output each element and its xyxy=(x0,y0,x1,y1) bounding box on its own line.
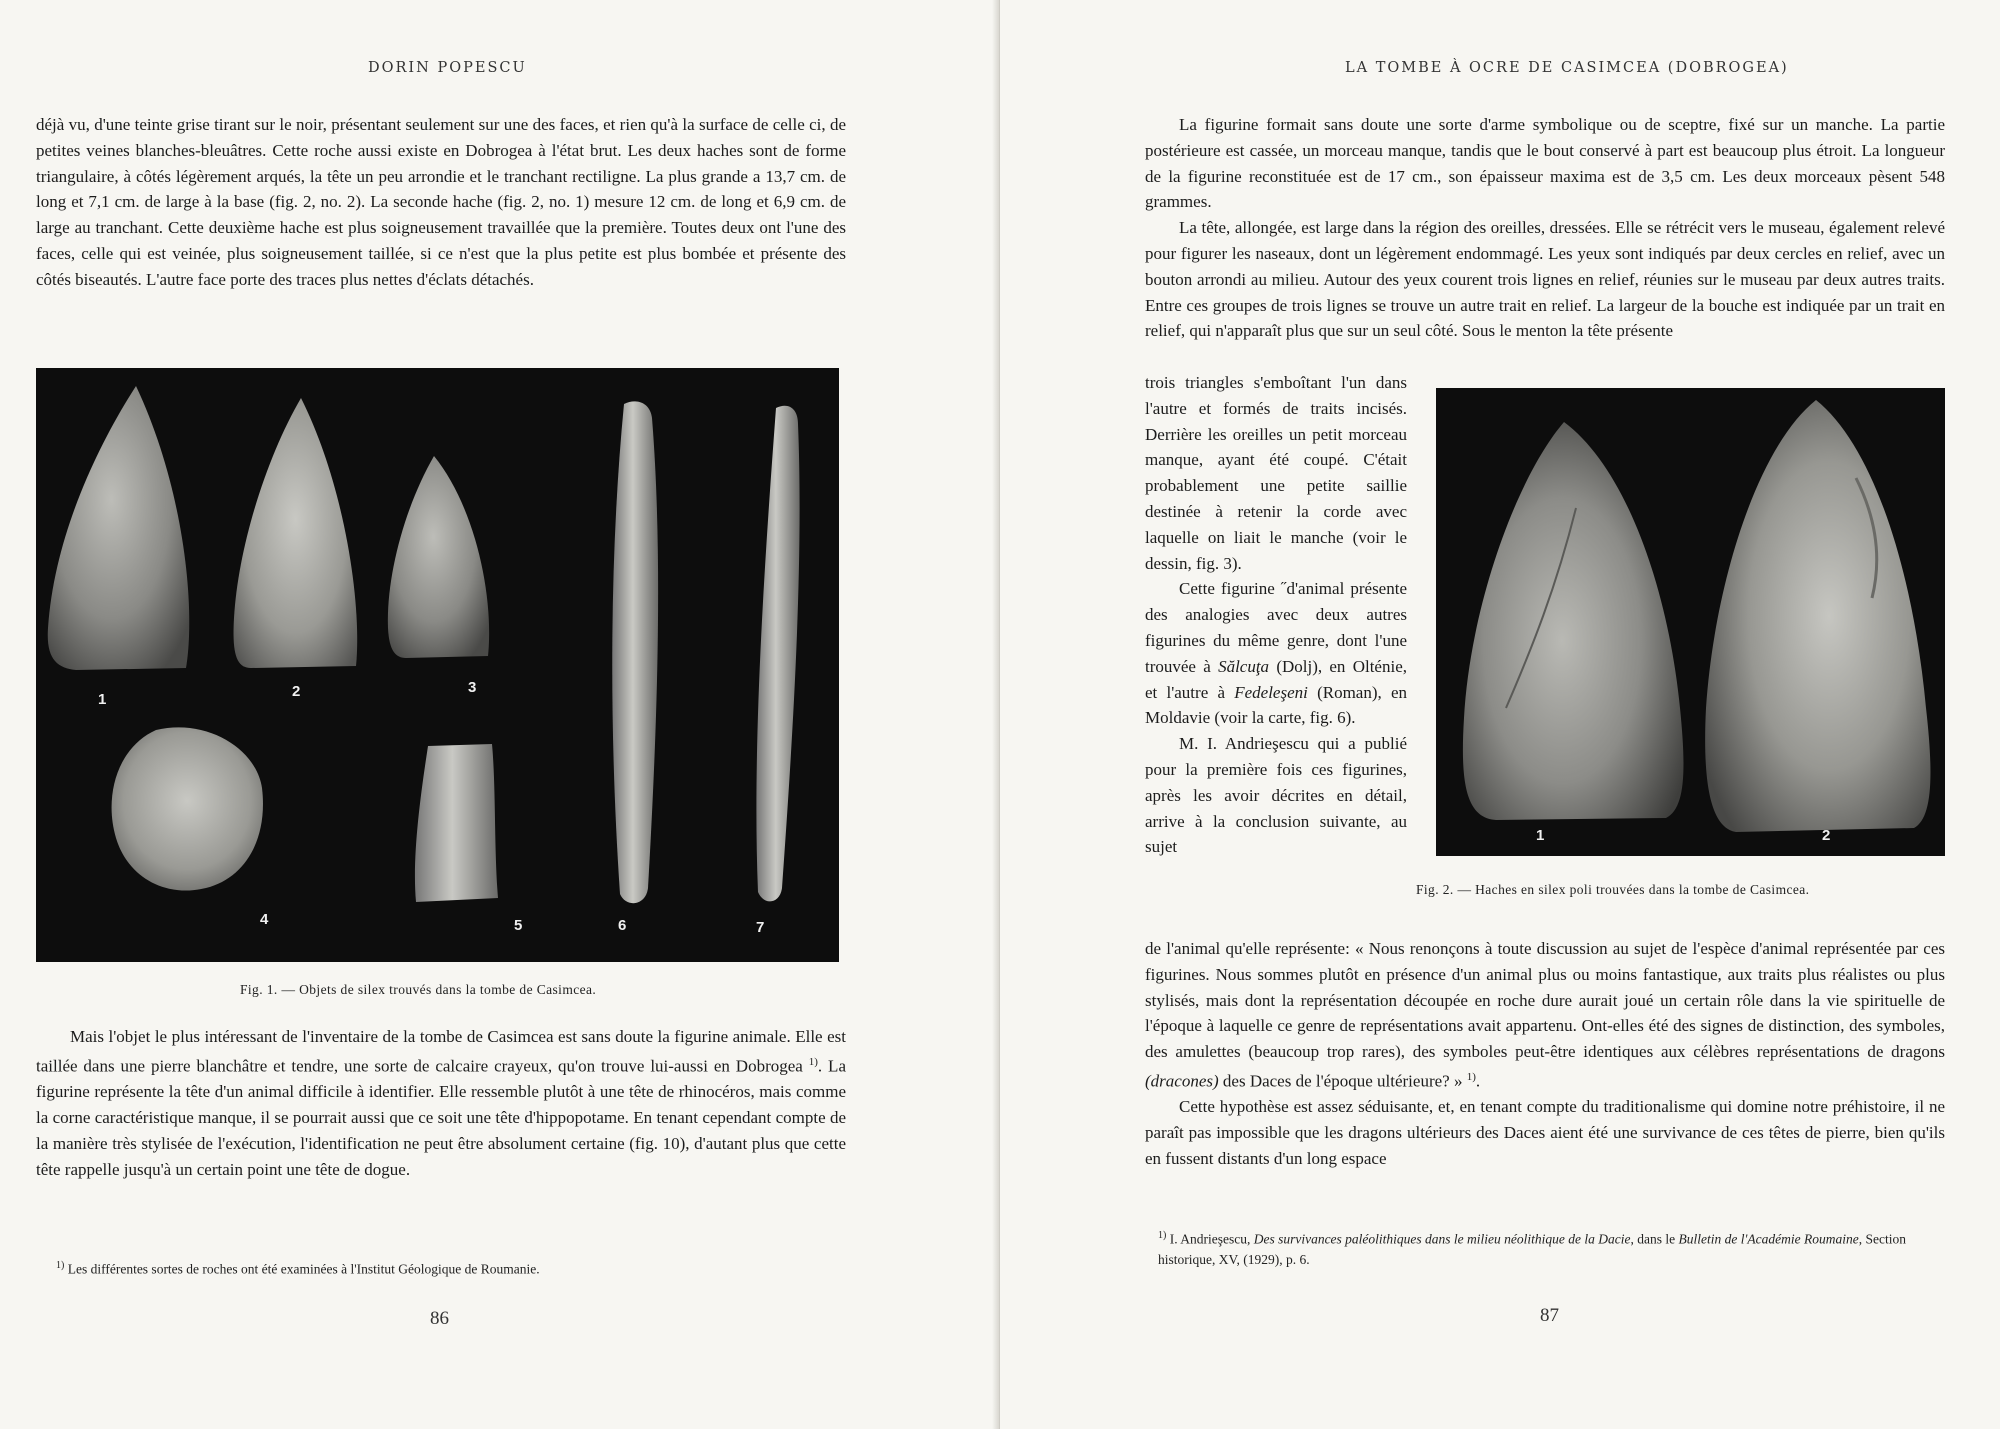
figure-1-label-6: 6 xyxy=(618,917,627,934)
footnote-journal: Bulletin de l'Académie Roumaine xyxy=(1678,1231,1859,1247)
figure-1-label-1: 1 xyxy=(98,691,107,708)
page-number-right: 87 xyxy=(1540,1305,1559,1326)
footnote-text: , Section historique, XV, (1929), p. 6. xyxy=(1158,1231,1906,1267)
flint-object-5 xyxy=(415,744,498,902)
paragraph-text: M. I. Andrieşescu qui a publié pour la première fois ces figurines, après les avoir décrites en détail, arrive à la conclusion suivante, au sujet xyxy=(1145,734,1407,857)
figure-2-label-1: 1 xyxy=(1536,827,1545,844)
footnote-marker: 1) xyxy=(56,1260,65,1271)
flint-object-4 xyxy=(112,727,263,890)
figure-1-label-3: 3 xyxy=(468,679,477,696)
paragraph-text: trois triangles s'emboîtant l'un dans l'autre et formés de traits incisés. Derrière les oreilles un petit morceau manque, ayant été coupé. C'était probablement une petite saillie destinée à retenir la corde avec laquelle on liait le manche (voir le dessin, fig. 3). xyxy=(1145,373,1407,573)
footnote-marker: 1) xyxy=(1158,1230,1167,1241)
paragraph-text: (Dolj), en Olténie, et l'autre à xyxy=(1145,656,1407,702)
running-head-left: DORIN POPESCU xyxy=(368,60,527,76)
left-paragraph-1 xyxy=(36,112,846,293)
right-bottom-text xyxy=(1145,936,1945,1172)
paragraph-text: La tête, allongée, est large dans la région des oreilles, dressées. Elle se rétrécit vers le museau, également relevé pour figurer les naseaux, dont un légèrement endommagé. Les yeux sont indiqués par deux cercles en relief, avec un bouton arrondi au milieu. Autour des yeux courent trois lignes en relief, réunies sur le museau par deux autres traits. Entre ces groupes de trois lignes se trouve un autre trait en relief. La largeur de la bouche est indiquée par un trait en relief, qui n'apparaît plus que sur un seul côté. Sous le menton la tête présente xyxy=(1145,218,1945,341)
left-footnote xyxy=(56,1256,846,1280)
paragraph-text: La figurine formait sans doute une sorte d'arme symbolique ou de sceptre, fixé sur un manche. La partie postérieure est cassée, un morceau manque, tandis que le bout conservé à part est beaucoup plus étroit. La longueur de la figurine reconstituée est de 17 cm., son épaisseur maxima est de 3,5 cm. Les deux morceaux pèsent 548 grammes. xyxy=(1145,115,1945,212)
footnote-text: Les différentes sortes de roches ont été examinées à l'Institut Géologique de Roumanie. xyxy=(67,1261,540,1277)
figure-2-photo xyxy=(1436,388,1945,856)
footnote-ref: 1) xyxy=(1466,1070,1476,1083)
figure-1-label-5: 5 xyxy=(514,917,523,934)
paragraph-text: (Roman), en Moldavie (voir la carte, fig. 6). xyxy=(1145,682,1408,728)
place-name: Fedeleşeni xyxy=(1234,682,1308,702)
paragraph-text: Cette figurine ˝d'animal présente des analogies avec deux autres figurines du même genre, dont l'une trouvée à xyxy=(1145,579,1407,676)
figure-1-label-7: 7 xyxy=(756,919,765,936)
paragraph-text: déjà vu, d'une teinte grise tirant sur le noir, présentant seulement sur une des faces, et rien qu'à la surface de celle ci, de petites veines blanches-bleuâtres. Cette roche aussi existe en Dobrogea à l'état brut. Les deux haches sont de forme triangulaire, à côtés légèrement arqués, la tête un peu arrondie et le tranchant rectiligne. La plus grande a 13,7 cm. de long et 7,1 cm. de large à la base (fig. 2, no. 2). La seconde hache (fig. 2, no. 1) mesure 12 cm. de long et 6,9 cm. de large au tranchant. Cette deuxième hache est plus soigneusement travaillée que la première. Toutes deux ont l'une des faces, celle qui est veinée, plus soigneusement taillée, si ce n'est que la plus petite est plus bombée et présente des côtés biseautés. L'autre face porte des traces plus nettes d'éclats détachés. xyxy=(36,115,846,289)
paragraph-text: Mais l'objet le plus intéressant de l'inventaire de la tombe de Casimcea est sans doute la figurine animale. Elle est taillée dans une pierre blanchâtre et tendre, une sorte de calcaire crayeux, qu'on trouve lui-aussi en Dobrogea xyxy=(36,1027,846,1076)
paragraph-text: des Daces de l'époque ultérieure? » xyxy=(1218,1071,1467,1091)
right-footnote xyxy=(1158,1226,1946,1270)
figure-1-caption: Fig. 1. — Objets de silex trouvés dans la tombe de Casimcea. xyxy=(240,982,597,997)
figure-1-photo xyxy=(36,368,839,962)
paragraph-text: Cette hypothèse est assez séduisante, et, en tenant compte du traditionalisme qui domine notre préhistoire, il ne paraît pas impossible que les dragons ultérieurs des Daces aient été une survivance de ces têtes de pierre, bien qu'ils en fussent distants d'un long espace xyxy=(1145,1097,1945,1169)
flint-object-6 xyxy=(612,401,658,903)
running-head-right: LA TOMBE À OCRE DE CASIMCEA (DOBROGEA) xyxy=(1345,60,1789,76)
footnote-title: Des survivances paléolithiques dans le milieu néolithique de la Dacie xyxy=(1253,1231,1631,1247)
footnote-text: , dans le xyxy=(1630,1231,1679,1247)
place-name: Sălcuţa xyxy=(1218,656,1270,676)
right-page xyxy=(1000,0,2000,1429)
paragraph-text: . La figurine représente la tête d'un animal difficile à identifier. Elle ressemble plutôt à une tête de rhinocéros, mais comme la corne caractéristique manque, il se pourrait aussi que ce soit une tête d'hippopotame. En tenant cependant compte de la manière très stylisée de l'exécution, l'identification ne peut être absolument certaine (fig. 10), d'autant plus que cette tête rappelle jusqu'à un certain point une tête de dogue. xyxy=(36,1056,846,1179)
left-paragraph-2 xyxy=(36,1024,846,1182)
latin-term: (dracones) xyxy=(1145,1071,1219,1091)
paragraph-text: de l'animal qu'elle représente: « Nous renonçons à toute discussion au sujet de l'espèce d'animal représentée par ces figurines. Nous sommes plutôt en présence d'un animal plus ou moins fantastique, aux traits plus réalistes ou plus stylisés, mais dont la représentation découpée en roche dure aurait joué un certain rôle dans la vie spirituelle de l'époque à laquelle ce genre de représentations avait appartenu. Ont-elles été des signes de distinction, des symboles, des amulettes (beaucoup trop rares), des symboles peut-être identiques aux célèbres représentations de dragons xyxy=(1145,939,1945,1062)
page-number-left: 86 xyxy=(430,1308,449,1329)
figure-2-caption: Fig. 2. — Haches en silex poli trouvées dans la tombe de Casimcea. xyxy=(1416,882,1810,897)
figure-1-label-2: 2 xyxy=(292,683,301,700)
right-wrap-column xyxy=(1145,370,1407,860)
footnote-ref: 1) xyxy=(808,1055,818,1068)
footnote-text: I. Andrieşescu, xyxy=(1169,1231,1254,1247)
paragraph-text: . xyxy=(1475,1071,1481,1091)
figure-2-label-2: 2 xyxy=(1822,827,1831,844)
figure-1-label-4: 4 xyxy=(260,911,269,928)
right-top-text xyxy=(1145,112,1945,344)
